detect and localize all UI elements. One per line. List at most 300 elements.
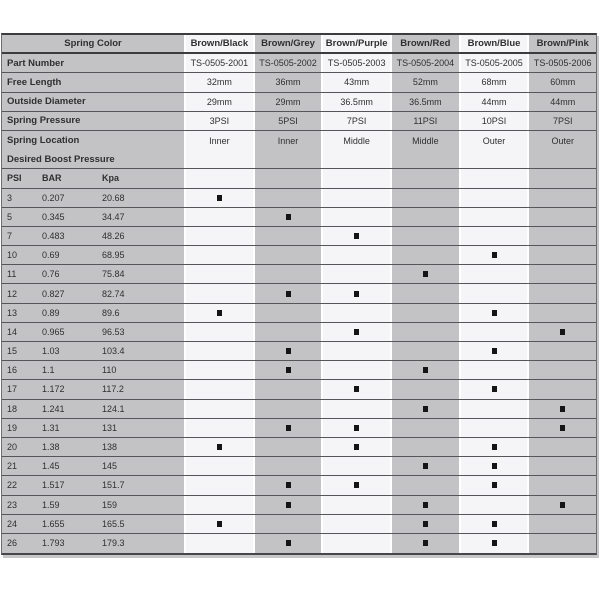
empty-cell	[527, 150, 596, 168]
boost-mark-cell	[459, 476, 528, 494]
boost-mark-cell	[253, 419, 322, 437]
unit-header-group	[2, 169, 184, 187]
empty-cell	[527, 169, 596, 187]
boost-bar-value: 1.1	[42, 365, 55, 376]
boost-row-values	[2, 515, 184, 533]
boost-mark-cell	[527, 476, 596, 494]
boost-mark-cell	[253, 189, 322, 207]
boost-marker-icon	[354, 233, 359, 239]
empty-cell	[390, 150, 459, 168]
boost-bar-value: 1.655	[42, 518, 65, 529]
empty-cell	[390, 169, 459, 187]
spec-row-label: Outside Diameter	[2, 93, 184, 111]
empty-cell	[321, 150, 390, 168]
boost-mark-cell	[390, 265, 459, 283]
boost-mark-cell	[459, 457, 528, 475]
spec-value-cell: 44mm	[459, 93, 528, 111]
boost-mark-cell	[390, 457, 459, 475]
spec-row	[2, 54, 596, 73]
boost-mark-cell	[527, 227, 596, 245]
boost-mark-cell	[390, 534, 459, 553]
boost-marker-icon	[354, 329, 359, 335]
boost-mark-cell	[321, 419, 390, 437]
spec-value-cell: 36.5mm	[390, 93, 459, 111]
spec-row	[2, 93, 596, 112]
boost-mark-cell	[321, 189, 390, 207]
boost-kpa-value: 110	[102, 365, 117, 376]
boost-mark-cell	[390, 515, 459, 533]
spec-value-cell: TS-0505-2003	[321, 54, 390, 72]
spec-value-cell: TS-0505-2005	[459, 54, 528, 72]
boost-marker-icon	[423, 502, 428, 508]
column-header-brown-pink: Brown/Pink	[527, 35, 596, 52]
boost-marker-icon	[492, 386, 497, 392]
spec-value-cell: TS-0505-2002	[253, 54, 322, 72]
boost-mark-cell	[459, 515, 528, 533]
boost-mark-cell	[184, 457, 253, 475]
boost-mark-cell	[321, 400, 390, 418]
boost-row	[2, 361, 596, 380]
boost-kpa-value: 96.53	[102, 326, 125, 337]
boost-row	[2, 284, 596, 303]
boost-mark-cell	[459, 208, 528, 226]
boost-mark-cell	[527, 534, 596, 553]
boost-row-values	[2, 400, 184, 418]
boost-marker-icon	[286, 482, 291, 488]
column-header-brown-grey: Brown/Grey	[253, 35, 322, 52]
boost-bar-value: 0.345	[42, 211, 65, 222]
boost-marker-icon	[286, 214, 291, 220]
boost-mark-cell	[390, 361, 459, 379]
boost-row-values	[2, 284, 184, 302]
spec-row-label: Free Length	[2, 73, 184, 91]
boost-mark-cell	[459, 227, 528, 245]
boost-row-values	[2, 208, 184, 226]
spec-row	[2, 112, 596, 131]
boost-mark-cell	[253, 323, 322, 341]
boost-bar-value: 1.793	[42, 538, 65, 549]
boost-marker-icon	[354, 482, 359, 488]
boost-bar-value: 0.483	[42, 230, 65, 241]
table-header-row	[2, 35, 596, 54]
boost-mark-cell	[253, 265, 322, 283]
boost-mark-cell	[253, 361, 322, 379]
boost-mark-cell	[184, 361, 253, 379]
boost-mark-cell	[184, 400, 253, 418]
boost-psi-value: 3	[7, 192, 13, 203]
boost-bar-value: 1.45	[42, 461, 60, 472]
boost-kpa-value: 179.3	[102, 538, 125, 549]
spec-value-cell: 36.5mm	[321, 93, 390, 111]
boost-marker-icon	[286, 348, 291, 354]
boost-kpa-value: 103.4	[102, 346, 125, 357]
boost-row-values	[2, 361, 184, 379]
spec-value-cell: 7PSI	[321, 112, 390, 130]
boost-mark-cell	[527, 419, 596, 437]
boost-row	[2, 400, 596, 419]
boost-mark-cell	[321, 457, 390, 475]
boost-marker-icon	[286, 502, 291, 508]
boost-row	[2, 476, 596, 495]
boost-mark-cell	[527, 304, 596, 322]
boost-mark-cell	[527, 438, 596, 456]
boost-mark-cell	[459, 342, 528, 360]
boost-mark-cell	[459, 534, 528, 553]
boost-psi-value: 22	[7, 480, 18, 491]
boost-marker-icon	[492, 463, 497, 469]
boost-mark-cell	[321, 515, 390, 533]
boost-bar-value: 1.172	[42, 384, 65, 395]
empty-cell	[184, 150, 253, 168]
spec-value-cell: 68mm	[459, 73, 528, 91]
boost-row-values	[2, 419, 184, 437]
spec-value-cell: 32mm	[184, 73, 253, 91]
boost-row-values	[2, 476, 184, 494]
boost-row-values	[2, 227, 184, 245]
boost-kpa-value: 117.2	[102, 384, 124, 395]
empty-cell	[321, 169, 390, 187]
boost-mark-cell	[184, 496, 253, 514]
boost-marker-icon	[560, 406, 565, 412]
boost-bar-value: 0.76	[42, 269, 60, 280]
column-header-brown-blue: Brown/Blue	[459, 35, 528, 52]
boost-row-values	[2, 304, 184, 322]
boost-mark-cell	[459, 304, 528, 322]
boost-marker-icon	[423, 271, 428, 277]
boost-mark-cell	[390, 419, 459, 437]
spec-value-cell: Middle	[390, 131, 459, 150]
empty-cell	[253, 150, 322, 168]
boost-mark-cell	[321, 208, 390, 226]
spec-value-cell: 3PSI	[184, 112, 253, 130]
boost-marker-icon	[492, 482, 497, 488]
boost-mark-cell	[459, 496, 528, 514]
boost-psi-value: 19	[7, 422, 18, 433]
boost-bar-value: 1.31	[42, 422, 60, 433]
boost-mark-cell	[184, 208, 253, 226]
spec-value-cell: Outer	[527, 131, 596, 150]
spec-value-cell: 5PSI	[253, 112, 322, 130]
boost-mark-cell	[184, 246, 253, 264]
boost-marker-icon	[492, 540, 497, 546]
boost-mark-cell	[253, 380, 322, 398]
boost-mark-cell	[253, 227, 322, 245]
boost-bar-value: 0.207	[42, 192, 65, 203]
boost-bar-value: 0.89	[42, 307, 60, 318]
boost-mark-cell	[321, 342, 390, 360]
boost-mark-cell	[321, 265, 390, 283]
boost-mark-cell	[184, 534, 253, 553]
boost-marker-icon	[217, 195, 222, 201]
boost-mark-cell	[184, 189, 253, 207]
boost-mark-cell	[321, 496, 390, 514]
boost-psi-value: 20	[7, 442, 18, 453]
spec-value-cell: 11PSI	[390, 112, 459, 130]
boost-mark-cell	[390, 380, 459, 398]
boost-mark-cell	[253, 457, 322, 475]
boost-mark-cell	[527, 361, 596, 379]
boost-mark-cell	[321, 534, 390, 553]
boost-psi-value: 11	[7, 269, 17, 280]
boost-kpa-value: 131	[102, 422, 118, 433]
boost-mark-cell	[253, 438, 322, 456]
boost-mark-cell	[459, 323, 528, 341]
boost-kpa-value: 138	[102, 442, 118, 453]
boost-psi-value: 18	[7, 403, 18, 414]
kpa-header: Kpa	[102, 173, 120, 184]
boost-mark-cell	[459, 438, 528, 456]
boost-marker-icon	[492, 310, 497, 316]
boost-marker-icon	[492, 521, 497, 527]
boost-mark-cell	[459, 400, 528, 418]
spec-value-cell: 44mm	[527, 93, 596, 111]
boost-marker-icon	[560, 425, 565, 431]
boost-row-values	[2, 534, 184, 553]
boost-kpa-value: 159	[102, 499, 118, 510]
boost-marker-icon	[423, 521, 428, 527]
boost-psi-value: 13	[7, 307, 18, 318]
boost-marker-icon	[217, 521, 222, 527]
spec-value-cell: Outer	[459, 131, 528, 150]
spec-value-cell: Inner	[184, 131, 253, 150]
boost-bar-value: 1.517	[42, 480, 65, 491]
spec-value-cell: 10PSI	[459, 112, 528, 130]
boost-mark-cell	[390, 284, 459, 302]
boost-psi-value: 23	[7, 499, 18, 510]
boost-mark-cell	[390, 400, 459, 418]
boost-row-values	[2, 189, 184, 207]
boost-bar-value: 1.59	[42, 499, 60, 510]
boost-marker-icon	[560, 502, 565, 508]
spec-row	[2, 73, 596, 92]
boost-mark-cell	[184, 419, 253, 437]
boost-kpa-value: 151.7	[102, 480, 125, 491]
boost-rows	[2, 189, 596, 554]
boost-row-values	[2, 380, 184, 398]
boost-mark-cell	[321, 380, 390, 398]
boost-mark-cell	[184, 227, 253, 245]
boost-row	[2, 438, 596, 457]
spec-value-cell: 60mm	[527, 73, 596, 91]
boost-row	[2, 380, 596, 399]
boost-kpa-value: 68.95	[102, 250, 125, 261]
spring-spec-table	[1, 33, 597, 555]
boost-row-values	[2, 438, 184, 456]
boost-psi-value: 10	[7, 250, 18, 261]
boost-mark-cell	[184, 476, 253, 494]
boost-row-values	[2, 246, 184, 264]
boost-mark-cell	[390, 227, 459, 245]
boost-mark-cell	[184, 304, 253, 322]
empty-cell	[253, 169, 322, 187]
boost-mark-cell	[253, 304, 322, 322]
boost-mark-cell	[390, 246, 459, 264]
boost-mark-cell	[527, 284, 596, 302]
boost-mark-cell	[321, 304, 390, 322]
boost-bar-value: 0.827	[42, 288, 65, 299]
boost-mark-cell	[527, 265, 596, 283]
boost-mark-cell	[390, 342, 459, 360]
boost-row-values	[2, 457, 184, 475]
boost-marker-icon	[354, 425, 359, 431]
boost-mark-cell	[253, 208, 322, 226]
boost-marker-icon	[423, 406, 428, 412]
boost-kpa-value: 82.74	[102, 288, 125, 299]
boost-kpa-value: 20.68	[102, 192, 125, 203]
psi-header: PSI	[7, 173, 22, 184]
boost-psi-value: 15	[7, 346, 18, 357]
boost-row	[2, 457, 596, 476]
boost-marker-icon	[560, 329, 565, 335]
boost-mark-cell	[527, 400, 596, 418]
boost-bar-value: 1.03	[42, 346, 60, 357]
boost-marker-icon	[354, 291, 359, 297]
column-header-brown-purple: Brown/Purple	[321, 35, 390, 52]
boost-mark-cell	[184, 438, 253, 456]
boost-kpa-value: 48.26	[102, 230, 125, 241]
boost-marker-icon	[217, 310, 222, 316]
boost-mark-cell	[459, 419, 528, 437]
boost-mark-cell	[321, 246, 390, 264]
column-header-brown-black: Brown/Black	[184, 35, 253, 52]
boost-row	[2, 515, 596, 534]
boost-psi-value: 17	[7, 384, 18, 395]
boost-mark-cell	[184, 284, 253, 302]
empty-cell	[459, 169, 528, 187]
boost-marker-icon	[492, 252, 497, 258]
boost-mark-cell	[390, 476, 459, 494]
spec-value-cell: 36mm	[253, 73, 322, 91]
boost-row	[2, 265, 596, 284]
boost-mark-cell	[253, 476, 322, 494]
boost-mark-cell	[253, 284, 322, 302]
boost-mark-cell	[321, 323, 390, 341]
desired-boost-pressure-row	[2, 150, 596, 169]
boost-mark-cell	[321, 438, 390, 456]
boost-marker-icon	[286, 291, 291, 297]
unit-header-row	[2, 169, 596, 188]
boost-mark-cell	[527, 515, 596, 533]
boost-mark-cell	[527, 342, 596, 360]
boost-mark-cell	[253, 400, 322, 418]
boost-marker-icon	[354, 386, 359, 392]
boost-psi-value: 5	[7, 211, 13, 222]
boost-mark-cell	[527, 246, 596, 264]
boost-kpa-value: 124.1	[102, 403, 125, 414]
boost-mark-cell	[459, 265, 528, 283]
boost-mark-cell	[184, 265, 253, 283]
boost-mark-cell	[459, 380, 528, 398]
spec-row	[2, 131, 596, 150]
empty-cell	[459, 150, 528, 168]
boost-mark-cell	[321, 284, 390, 302]
spec-rows	[2, 54, 596, 150]
boost-marker-icon	[423, 540, 428, 546]
boost-row	[2, 246, 596, 265]
spec-value-cell: TS-0505-2006	[527, 54, 596, 72]
spec-value-cell: TS-0505-2001	[184, 54, 253, 72]
empty-cell	[184, 169, 253, 187]
boost-psi-value: 26	[7, 538, 18, 549]
bar-header: BAR	[42, 173, 62, 184]
boost-row	[2, 208, 596, 227]
boost-row	[2, 189, 596, 208]
boost-bar-value: 0.965	[42, 326, 65, 337]
boost-mark-cell	[459, 284, 528, 302]
boost-mark-cell	[390, 208, 459, 226]
boost-row	[2, 323, 596, 342]
boost-marker-icon	[286, 425, 291, 431]
boost-mark-cell	[459, 246, 528, 264]
boost-row	[2, 419, 596, 438]
boost-mark-cell	[527, 208, 596, 226]
boost-mark-cell	[253, 496, 322, 514]
boost-mark-cell	[459, 189, 528, 207]
boost-mark-cell	[321, 476, 390, 494]
boost-row-values	[2, 323, 184, 341]
boost-mark-cell	[527, 189, 596, 207]
boost-row-values	[2, 496, 184, 514]
boost-row-values	[2, 342, 184, 360]
spec-value-cell: 29mm	[253, 93, 322, 111]
boost-kpa-value: 165.5	[102, 518, 125, 529]
boost-marker-icon	[492, 444, 497, 450]
boost-mark-cell	[184, 380, 253, 398]
spec-value-cell: TS-0505-2004	[390, 54, 459, 72]
boost-row	[2, 342, 596, 361]
spec-row-label: Spring Location	[2, 131, 184, 150]
boost-mark-cell	[184, 515, 253, 533]
spec-value-cell: 29mm	[184, 93, 253, 111]
boost-psi-value: 12	[7, 288, 18, 299]
boost-mark-cell	[390, 438, 459, 456]
boost-psi-value: 7	[7, 230, 13, 241]
boost-mark-cell	[390, 189, 459, 207]
boost-mark-cell	[390, 304, 459, 322]
spec-value-cell: 43mm	[321, 73, 390, 91]
boost-mark-cell	[253, 342, 322, 360]
spec-value-cell: Middle	[321, 131, 390, 150]
spec-value-cell: 7PSI	[527, 112, 596, 130]
boost-row	[2, 534, 596, 553]
boost-marker-icon	[423, 463, 428, 469]
boost-mark-cell	[527, 496, 596, 514]
boost-mark-cell	[184, 323, 253, 341]
spec-row-label: Spring Pressure	[2, 112, 184, 130]
spec-value-cell: Inner	[253, 131, 322, 150]
column-header-brown-red: Brown/Red	[390, 35, 459, 52]
boost-mark-cell	[459, 361, 528, 379]
boost-mark-cell	[184, 342, 253, 360]
boost-mark-cell	[253, 515, 322, 533]
boost-psi-value: 21	[7, 461, 18, 472]
boost-mark-cell	[527, 457, 596, 475]
spec-value-cell: 52mm	[390, 73, 459, 91]
boost-row	[2, 304, 596, 323]
boost-marker-icon	[286, 367, 291, 373]
boost-marker-icon	[354, 444, 359, 450]
boost-bar-value: 1.38	[42, 442, 60, 453]
boost-bar-value: 0.69	[42, 250, 60, 261]
boost-mark-cell	[321, 227, 390, 245]
boost-marker-icon	[492, 348, 497, 354]
boost-marker-icon	[286, 540, 291, 546]
boost-mark-cell	[390, 323, 459, 341]
boost-kpa-value: 145	[102, 461, 118, 472]
boost-psi-value: 14	[7, 326, 18, 337]
boost-mark-cell	[390, 496, 459, 514]
boost-kpa-value: 34.47	[102, 211, 125, 222]
